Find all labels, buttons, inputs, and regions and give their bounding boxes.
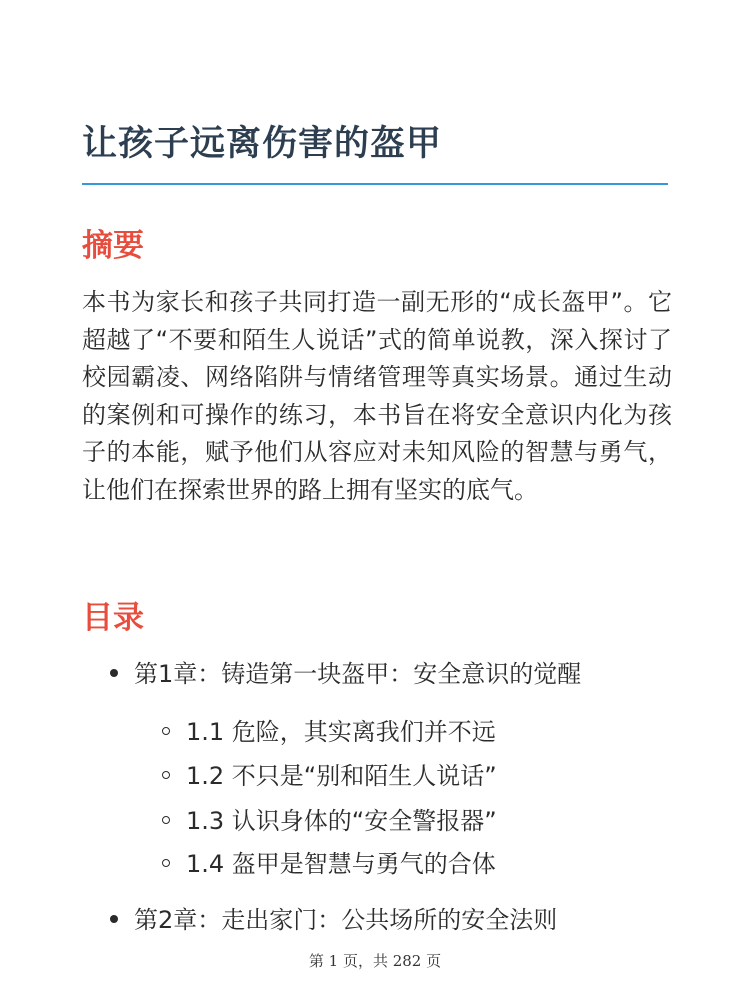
bullet-circle-icon (162, 859, 170, 867)
page-number-footer: 第 1 页，共 282 页 (308, 952, 442, 970)
abstract-heading: 摘要 (82, 228, 144, 264)
toc-heading: 目录 (82, 600, 144, 636)
toc-section-1-1 (162, 716, 496, 748)
toc-chapter-2 (110, 904, 557, 936)
bullet-disc-icon (110, 669, 118, 677)
toc-section-1-4 (162, 848, 496, 880)
toc-section-label: 1.1 危险，其实离我们并不远 (186, 718, 496, 746)
bullet-circle-icon (162, 816, 170, 824)
toc-chapter-label: 第1章：铸造第一块盔甲：安全意识的觉醒 (134, 660, 582, 688)
toc-section-label: 1.3 认识身体的“安全警报器” (186, 807, 497, 835)
toc-section-label: 1.2 不只是“别和陌生人说话” (186, 762, 497, 790)
bullet-circle-icon (162, 727, 170, 735)
bullet-circle-icon (162, 771, 170, 779)
abstract-paragraph: 本书为家长和孩子共同打造一副无形的“成长盔甲”。它超越了“不要和陌生人说话”式的简单说教，深入探讨了校园霸凌、网络陷阱与情绪管理等真实场景。通过生动的案例和可操作的练习，本书旨在将安全意识内化为孩子的本能，赋予他们从容应对未知风险的智慧与勇气，让他们在探索世界的路上拥有坚实的底气。 (82, 288, 672, 504)
toc-section-label: 1.4 盔甲是智慧与勇气的合体 (186, 850, 496, 878)
toc-section-1-3 (162, 805, 497, 837)
toc-chapter-1 (110, 658, 581, 690)
bullet-disc-icon (110, 915, 118, 923)
toc-chapter-label: 第2章：走出家门：公共场所的安全法则 (134, 906, 558, 934)
toc-section-1-2 (162, 760, 497, 792)
title-divider (82, 183, 668, 185)
document-title: 让孩子远离伤害的盔甲 (82, 124, 443, 164)
